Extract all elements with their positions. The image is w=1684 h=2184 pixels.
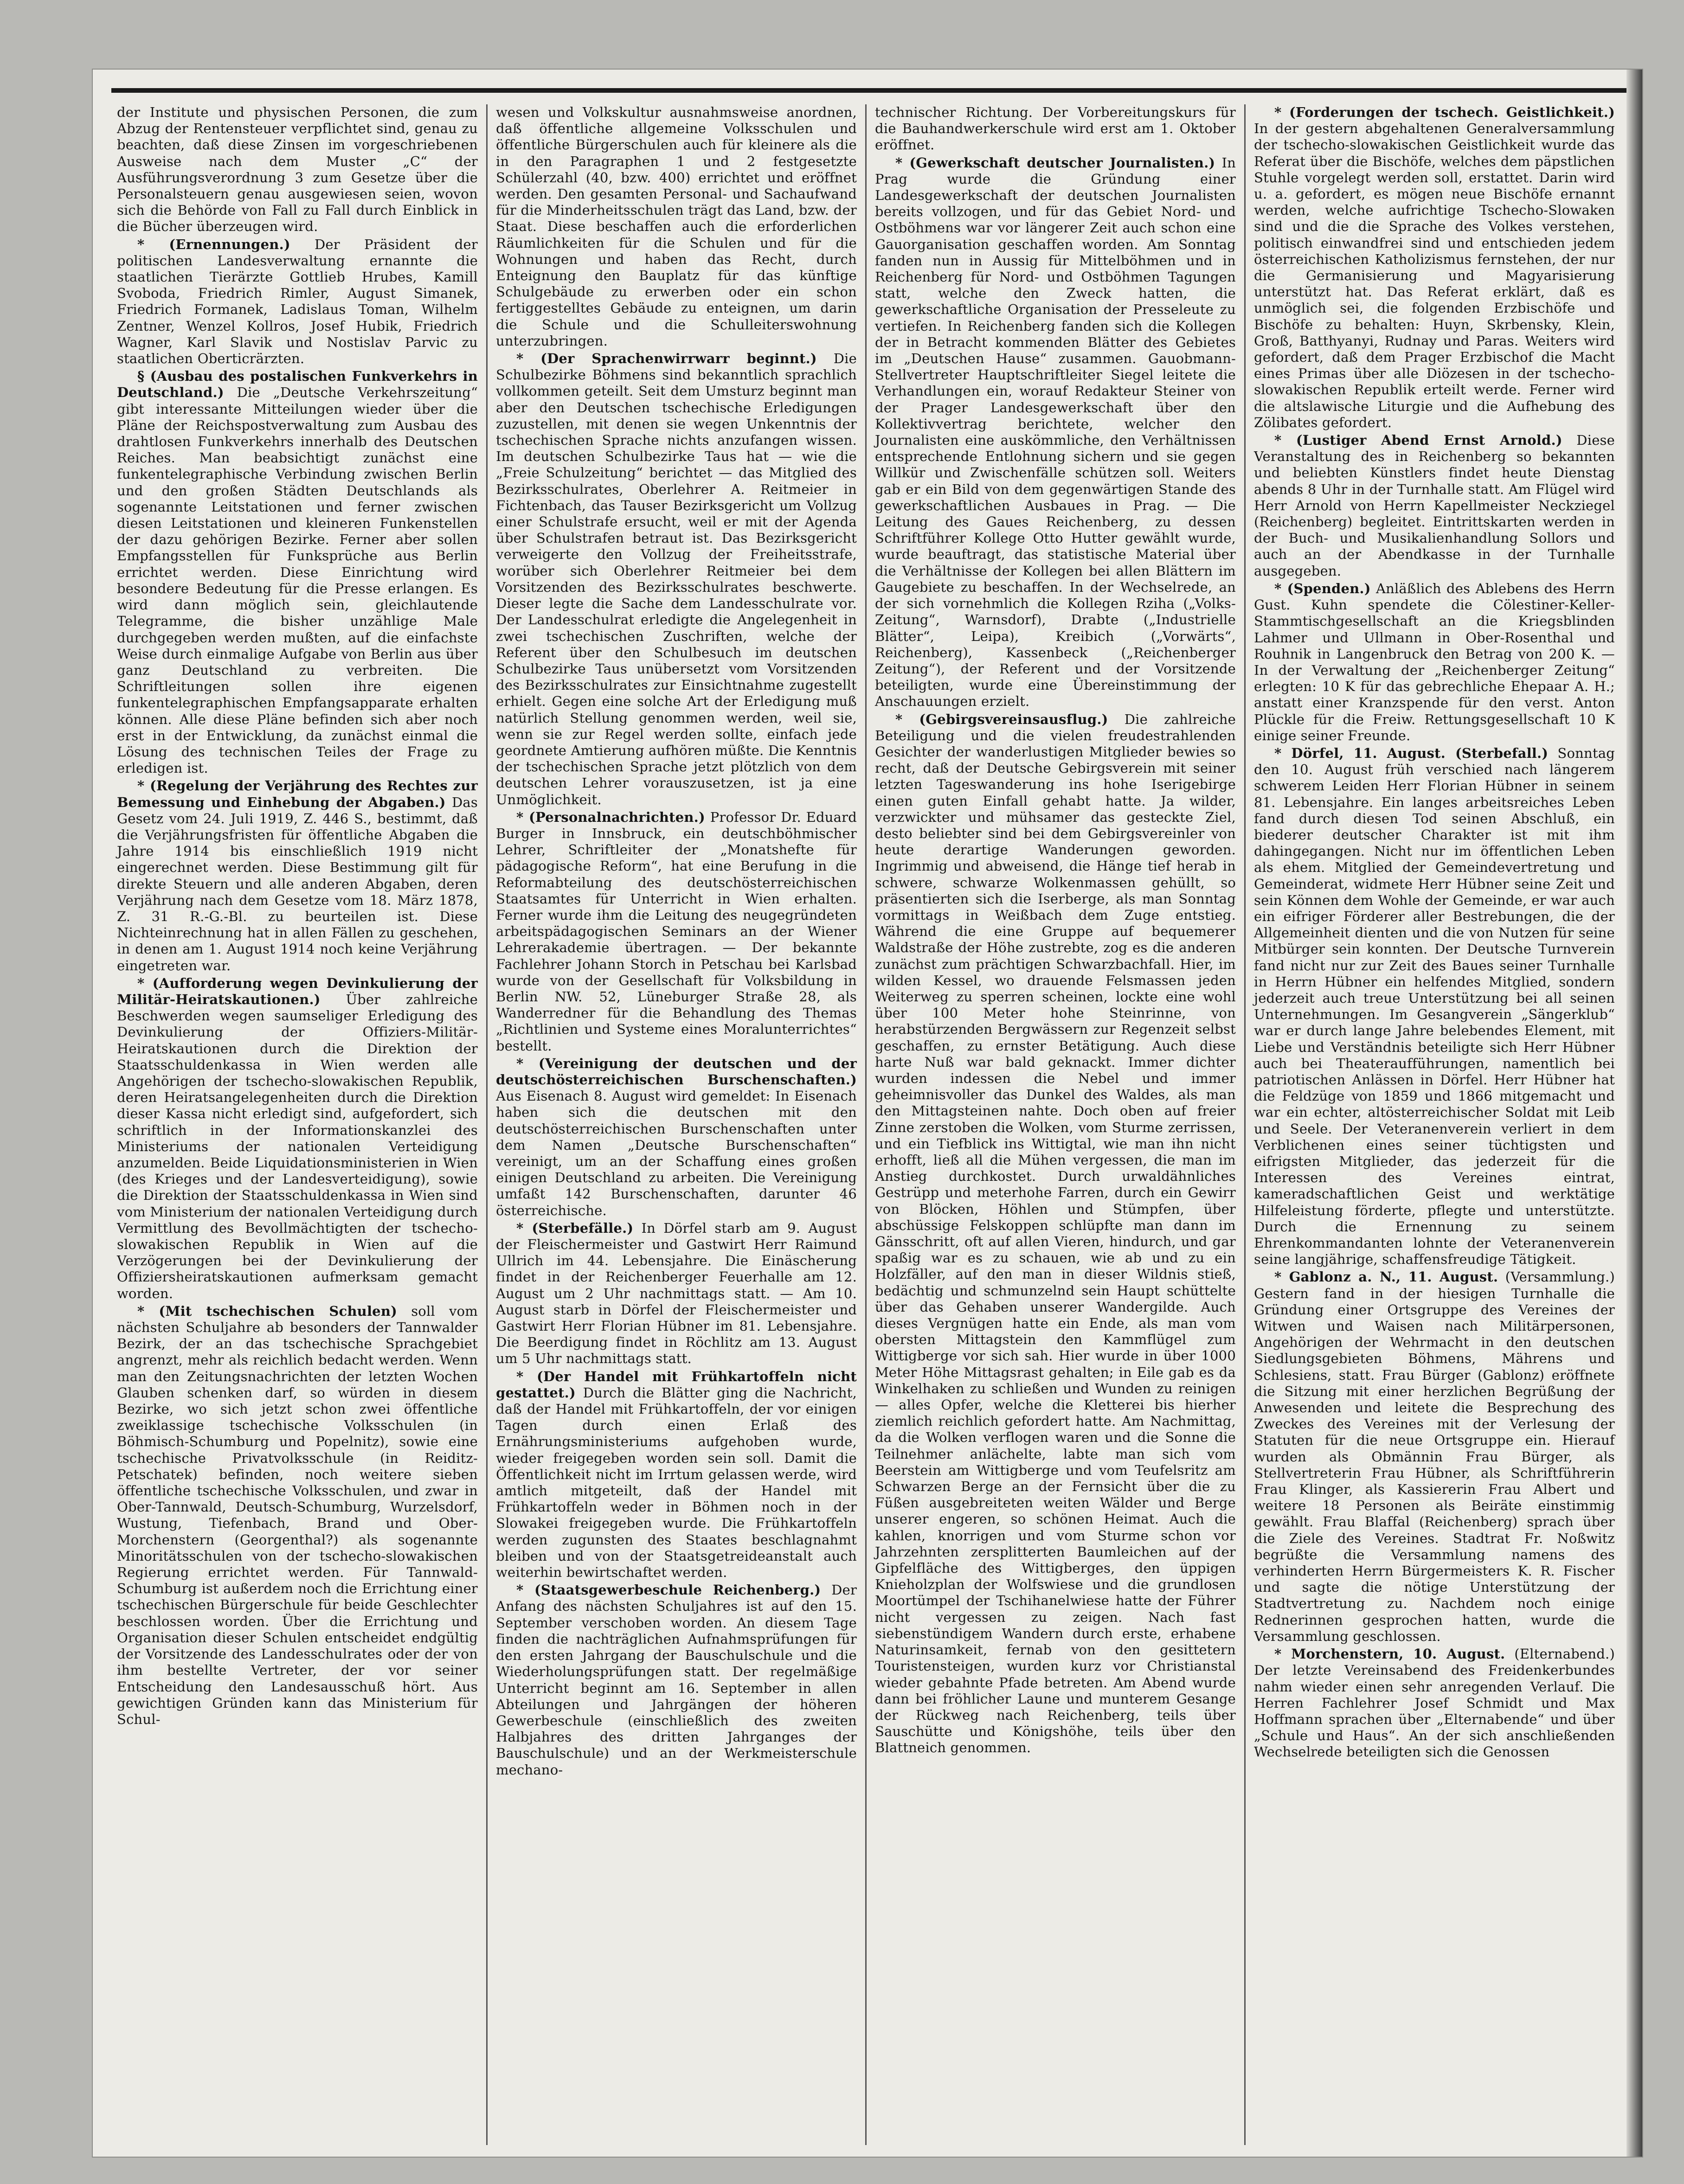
column-divider [486, 104, 488, 2145]
article-text: Der Präsident der politischen Landesverwaltung ernannte die staatlichen Tierärzte Gottlieb Hrubes, Kamill Svoboda, Friedrich Rimler, August Simanek, Friedrich Formanek, Ladislaus Toman, Wilhelm Zentner, Wenzel Kollros, Josef Hubik, Friedrich Wagner, Karl Slavik und Nostislav Parvic zu staatlichen Oberticrärzten. [117, 236, 478, 367]
article-heading: * (Mit tschechischen Schulen) [137, 1303, 398, 1319]
article-text: In Prag wurde die Gründung einer Landesgewerkschaft der deutschen Journalisten bereits vollzogen, und für das Gebiet Nord- und Ostböhmens war vor längerer Zeit auch schon eine Gauorganisation geschaffen worden. Am Sonntag fanden nun in Aussig für Mittelböhmen und in Reichenberg für Nord- und Ostböhmen Tagungen statt, welche den Zweck hatten, die gewerkschaftliche Organisation der Presseleute zu vertiefen. In Reichenberg fanden sich die Kollegen der in Betracht kommenden Blätter des Gebietes im „Deutschen Hause“ zusammen. Gauobmann-Stellvertreter Hauptschriftleiter Siegel leitete die Verhandlungen ein, worauf Redakteur Steiner von der Prager Landesgewerkschaft über den Kollektivvertrag berichtete, welcher den Journalisten eine auskömmliche, den Verhältnissen entsprechende Entlohnung sichern und sie gegen Willkür und Zwischenfälle schützen soll. Weiters gab er ein Bild von dem gegenwärtigen Stande des gewerkschaftlichen Ausbaues in Prag. — Die Leitung des Gaues Reichenberg, zu dessen Schriftführer Kollege Otto Hutter gewählt wurde, wurde beauftragt, das statistische Material über die Verhältnisse der Kollegen bei allen Blättern im Gaugebiete zu beschaffen. In der Wechselrede, an der sich vornehmlich die Kollegen Rziha („Volks-Zeitung“, Warnsdorf), Drabte („Industrielle Blätter“, Leipa), Kreibich („Vorwärts“, Reichenberg), Kassenbeck („Reichenberger Zeitung“), der Referent und der Vorsitzende beteiligten, wurde eine Übereinstimmung der Anschauungen erzielt. [875, 154, 1236, 710]
text-columns [111, 104, 1628, 2145]
article-text: Aus Eisenach 8. August wird gemeldet: In Eisenach haben sich die deutschen mit den deutschösterreichischen Burschenschaften unter dem Namen „Deutsche Burschenschaften“ vereinigt, um an der Schaffung eines großen einigen Deutschland zu arbeiten. Die Vereinigung umfaßt 142 Burschenschaften, darunter 46 österreichische. [496, 1088, 857, 1218]
article-text: Sonntag den 10. August früh verschied nach längerem schwerem Leiden Herr Florian Hübner in seinem 81. Lebensjahre. Ein langes arbeitsreiches Leben fand durch diesen Tod seinen Abschluß, ein biederer deutscher Charakter ist mit ihm dahingegangen. Nicht nur im öffentlichen Leben als ehem. Mitglied der Gemeindevertretung und Gemeinderat, widmete Herr Hübner seine Zeit und sein Können dem Wohle der Gemeinde, er war auch ein eifriger Förderer aller Bestrebungen, die der Allgemeinheit dienten und die von Nutzen für seine Mitbürger sein konnten. Der Deutsche Turnverein fand nicht nur zur Zeit des Baues seiner Turnhalle in Herrn Hübner ein helfendes Mitglied, sondern jederzeit auch treue Unterstützung bei all seinen Unternehmungen. Im Gesangverein „Sängerklub“ war er durch lange Jahre belebendes Element, mit Liebe und Verständnis beteiligte sich Herr Hübner auch bei Theateraufführungen, namentlich bei patriotischen Anlässen in Dörfel. Herr Hübner hat die Feldzüge von 1859 und 1866 mitgemacht und war ein echter, altösterreichischer Soldat mit Leib und Seele. Der Veteranenverein verliert in dem Verblichenen eines seiner tüchtigsten und eifrigsten Mitglieder, das jederzeit für die Interessen des Vereines eintrat, kameradschaftlichen Geist und werktätige Hilfeleistung förderte, pflegte und unterstützte. Durch die Ernennung zu seinem Ehrenkommandanten lohnte der Veteranenverein seine langjährige, schaffensfreudige Tätigkeit. [1254, 745, 1615, 1268]
column-4 [1248, 104, 1620, 2145]
article-text: Die „Deutsche Verkehrszeitung“ gibt interessante Mitteilungen wieder über die Pläne der Reichspostverwaltung zum Ausbau des drahtlosen Funkverkehrs innerhalb des Deutschen Reiches. Man beabsichtigt zunächst eine funkentelegraphische Verbindung zwischen Berlin und den großen Städten Deutschlands als sogenannte Leitstationen und ferner zwischen diesen Leitstationen und kleineren Funkenstellen der dazu gehörigen Bezirke. Ferner aber sollen Empfangsstellen für Funksprüche aus Berlin errichtet werden. Diese Einrichtung wird besondere Bedeutung für die Presse erlangen. Es wird dann möglich sein, gleichlautende Telegramme, die bisher unzählige Male durchgegeben werden mußten, auf die einfachste Weise durch einmalige Aufgabe von Berlin aus über ganz Deutschland zu verbreiten. Die Schriftleitungen sollen ihre eigenen funkentelegraphischen Empfangsapparate erhalten können. Alle diese Pläne befinden sich aber noch erst in der Entwicklung, da zunächst einmal die Lösung des technischen Teiles der Frage zu erledigen ist. [117, 384, 478, 776]
article-text: Professor Dr. Eduard Burger in Innsbruck, ein deutschböhmischer Lehrer, Schriftleiter der „Monatshefte für pädagogische Reform“, hat eine Berufung in die Reformabteilung des deutschösterreichischen Staatsamtes für Unterricht in Wien erhalten. Ferner wurde ihm die Leitung des neugegründeten arbeitspädagogischen Seminars an der Wiener Lehrerakademie übertragen. — Der bekannte Fachlehrer Johann Storch in Petschau bei Karlsbad wurde von der Gesellschaft für Volksbildung in Berlin NW. 52, Lüneburger Straße 28, als Wanderredner für die Behandlung des Themas „Richtlinien und Systeme eines Moralunterrichtes“ bestellt. [496, 809, 857, 1054]
article-paragraph [117, 778, 478, 974]
article-heading: * (Personalnachrichten.) [516, 809, 705, 825]
article-text: Über zahlreiche Beschwerden wegen saumseliger Erledigung des Devinkulierung der Offiziers-Militär-Heiratskautionen durch die Direktion der Staatsschuldenkassa in Wien werden alle Angehörigen der tschecho-slowakischen Republik, deren Heiratsangelegenheiten durch die Direktion dieser Kassa nicht erledigt sind, aufgefordert, sich schriftlich in der Informationskanzlei des Ministeriums der nationalen Verteidigung anzumelden. Beide Liquidationsministerien in Wien (des Krieges und der Landesverteidigung), sowie die Direktion der Staatsschuldenkassa in Wien sind vom Ministerium der nationalen Verteidigung durch Vermittlung des Bevollmächtigten der tschecho-slowakischen Republik in Wien auf die Verzögerungen bei der Devinkulierung der Offiziersheiratskautionen aufmerksam gemacht worden. [117, 991, 478, 1301]
article-text: Durch die Blätter ging die Nachricht, daß der Handel mit Frühkartoffeln, der vor einigen Tagen durch einen Erlaß des Ernährungsministeriums aufgehoben wurde, wieder freigegeben worden sein soll. Damit die Öffentlichkeit nicht im Irrtum gelassen werde, wird amtlich mitgeteilt, daß der Handel mit Frühkartoffeln weder in Böhmen noch in der Slowakei freigegeben wurde. Die Frühkartoffeln werden zugunsten des Staates beschlagnahmt bleiben und von der Staatsgetreideanstalt auch weiterhin bewirtschaftet werden. [496, 1384, 857, 1581]
article-paragraph [496, 809, 857, 1054]
article-paragraph [117, 1303, 478, 1728]
article-text: Die Schulbezirke Böhmens sind bekanntlich sprachlich vollkommen geteilt. Seit dem Umsturz beginnt man aber den Deutschen tschechische Erledigungen zuzustellen, mit denen sie wegen Unkenntnis der tschechischen Sprache nichts anzufangen wissen. Im deutschen Schulbezirke Taus hat — wie die „Freie Schulzeitung“ berichtet — das Mitglied des Bezirksschulrates, Oberlehrer A. Reitmeier in Fichtenbach, das Tauser Bezirksgericht um Vollzug einer Schulstrafe ersucht, weil er mit der Agenda über Schulstrafen betraut ist. Das Bezirksgericht verweigerte den Vollzug der Freiheitsstrafe, worüber sich Oberlehrer Reitmeier bei dem Vorsitzenden des Bezirksschulrates beschwerte. Dieser legte die Sache dem Landesschulrate vor. Der Landesschulrat erledigte die Angelegenheit in zwei tschechischen Zuschriften, welche der Referent über den Schulbesuch im deutschen Schulbezirke Taus unübersetzt vom Vorsitzenden des Bezirksschulrates zur Einsichtnahme zugestellt erhielt. Gegen eine solche Art der Erledigung muß natürlich Stellung genommen werden, weil sie, wenn sie zur Regel werden sollte, einfach jede geordnete Amtierung aufhören müßte. Die Kenntnis der tschechischen Sprache jetzt plötzlich von dem deutschen Lehrer vorauszusetzen, ist ja eine Unmöglichkeit. [496, 351, 857, 807]
article-paragraph [117, 368, 478, 776]
article-heading: * (Sterbefälle.) [516, 1220, 634, 1236]
article-heading: * (Regelung der Verjährung des Rechtes zur Bemessung und Einhebung der Abgaben.) [117, 778, 478, 810]
column-1 [111, 104, 483, 2145]
article-heading: * Dörfel, 11. August. (Sterbefall.) [1274, 745, 1549, 761]
column-3 [869, 104, 1241, 2145]
column-2 [490, 104, 862, 2145]
article-heading: * (Gewerkschaft deutscher Journalisten.) [895, 154, 1215, 171]
article-paragraph [496, 1369, 857, 1581]
article-text: wesen und Volkskultur ausnahmsweise anordnen, daß öffentliche allgemeine Volksschulen und öffentliche Bürgerschulen auch für kleinere als die in den Paragraphen 1 und 2 festgesetzte Schülerzahl (40, bzw. 400) errichtet und eröffnet werden. Den gesamten Personal- und Sachaufwand für die Minderheitsschulen trägt das Land, bzw. der Staat. Diese beschaffen auch die erforderlichen Räumlichkeiten für die Schulen und für die Wohnungen und haben das Recht, durch Enteignung den Bauplatz für das künftige Schulgebäude zu erwerben oder ein schon fertiggestelltes Gebäude zu enteignen, um darin die Schule und die Schulleiterswohnung unterzubringen. [496, 104, 857, 349]
article-heading: * Gablonz a. N., 11. August. [1274, 1269, 1498, 1285]
article-paragraph [496, 1582, 857, 1778]
article-heading: * (Staatsgewerbeschule Reichenberg.) [516, 1582, 821, 1598]
article-text: (Elternabend.) Der letzte Vereinsabend des Freidenkerbundes nahm wieder einen sehr anregenden Verlauf. Die Herren Fachlehrer Josef Schmidt und Max Hoffmann sprachen über „Elternabende“ und über „Schule und Haus“. An der sich anschließenden Wechselrede beteiligten sich die Genossen [1254, 1646, 1615, 1760]
article-paragraph [875, 711, 1236, 1756]
article-heading: * (Lustiger Abend Ernst Arnold.) [1274, 432, 1562, 448]
article-paragraph [496, 1220, 857, 1367]
article-paragraph [1254, 745, 1615, 1268]
article-text: In der gestern abgehaltenen Generalversammlung der tschecho-slowakischen Geistlichkeit wurde das Referat über die Bischöfe, welches dem päpstlichen Stuhle vorgelegt werden soll, erstattet. Darin wird u. a. gefordert, es mögen neue Bischöfe ernannt werden, welche aufrichtige Tschecho-Slowaken sind und die die Sprache des Volkes verstehen, politisch einwandfrei sind und entschieden jedem österreichischen Katholizismus fernstehen, der nur die Germanisierung und Magyarisierung unterstützt hat. Das Referat erklärt, daß es unmöglich sei, die folgenden Erzbischöfe und Bischöfe zu behalten: Huyn, Skrbensky, Klein, Groß, Batthyanyi, Rudnay und Paras. Weiters wird gefordert, daß dem Prager Erzbischof die Macht eines Primas über alle Diözesen in der tschecho-slowakischen Republik erteilt werde. Ferner wird die altslawische Liturgie und die Aufhebung des Zölibates gefordert. [1254, 121, 1615, 430]
article-heading: * Morchenstern, 10. August. [1274, 1646, 1505, 1662]
top-rule [111, 88, 1628, 93]
article-paragraph [117, 975, 478, 1302]
column-divider [1244, 104, 1246, 2145]
article-paragraph [496, 1056, 857, 1219]
article-paragraph [875, 155, 1236, 710]
article-text: der Institute und physischen Personen, die zum Abzug der Rentensteuer verpflichtet sind, genau zu beachten, daß diese Zinsen im vorgeschriebenen Ausweise nach dem Muster „C“ der Ausführungsverordnung 3 zum Gesetze über die Personalsteuern genau ausgewiesen seien, wovon sich die Behörde von Fall zu Fall durch Einblick in die Bücher überzeugen wird. [117, 104, 478, 235]
article-text: Der Anfang des nächsten Schuljahres ist auf den 15. September verschoben worden. An diesem Tage finden die nachträglichen Aufnahmsprüfungen für den ersten Jahrgang der Bauschulschule und die Wiederholungsprüfungen statt. Der regelmäßige Unterricht beginnt am 16. September in allen Abteilungen und Jahrgängen der höheren Gewerbeschule (einschließlich des zweiten Halbjahres des dritten Jahrganges der Bauschulschule) und an der Werkmeisterschule mechano- [496, 1582, 857, 1778]
article-paragraph [117, 237, 478, 367]
article-heading: * (Spenden.) [1274, 580, 1371, 596]
article-heading: * (Gebirgsvereinsausflug.) [895, 711, 1108, 727]
article-heading: * (Ernennungen.) [137, 236, 290, 252]
article-paragraph [1254, 1646, 1615, 1760]
article-paragraph [1254, 1269, 1615, 1645]
article-text: technischer Richtung. Der Vorbereitungskurs für die Bauhandwerkerschule wird erst am 1. Oktober eröffnet. [875, 104, 1236, 153]
article-paragraph [1254, 581, 1615, 744]
newspaper-page [93, 70, 1642, 2157]
article-text: In Dörfel starb am 9. August der Fleischermeister und Gastwirt Herr Raimund Ullrich im 44. Lebensjahre. Die Einäscherung findet in der Reichenberger Feuerhalle am 12. August um 2 Uhr nachmittags statt. — Am 10. August starb in Dörfel der Fleischermeister und Gastwirt Herr Florian Hübner im 81. Lebensjahre. Die Beerdigung findet in Röchlitz am 13. August um 5 Uhr nachmittags statt. [496, 1220, 857, 1367]
article-text: soll vom nächsten Schuljahre ab besonders der Tannwalder Bezirk, der an das tschechische Sprachgebiet angrenzt, mehr als reichlich bedacht werden. Wenn man den Zeitungsnachrichten der letzten Wochen Glauben schenken darf, so würden in diesem Bezirke, wo sich jetzt schon zwei öffentliche zweiklassige tschechische Volksschulen (in Böhmisch-Schumburg und Popelnitz), sowie eine tschechische Privatvolksschule (in Reiditz-Petschatek) befinden, noch weitere sieben öffentliche tschechische Volksschulen, und zwar in Ober-Tannwald, Deutsch-Schumburg, Wurzelsdorf, Wustung, Tiefenbach, Brand und Ober-Morchenstern (Georgenthal?) als sogenannte Minoritätsschulen von der tschecho-slowakischen Regierung errichtet werden. Für Tannwald-Schumburg ist außerdem noch die Errichtung einer tschechischen Bürgerschule für beide Geschlechter beschlossen worden. Über die Errichtung und Organisation dieser Schulen entscheidet endgültig der Vorsitzende des Landesschulrates oder der von ihm bestellte Vertreter, der vor seiner Entscheidung den Landesausschuß hört. Aus gewichtigen Gründen kann das Ministerium für Schul- [117, 1303, 478, 1727]
article-heading: * (Der Sprachenwirrwarr beginnt.) [516, 351, 817, 367]
article-heading: * (Forderungen der tschech. Geistlichkeit.) [1274, 104, 1615, 120]
article-heading: * (Vereinigung der deutschen und der deutschösterreichischen Burschenschaften.) [496, 1055, 857, 1088]
article-text: Anläßlich des Ablebens des Herrn Gust. Kuhn spendete die Cölestiner-Keller-Stammtischgesellschaft an die Kriegsblinden Lahmer und Ullmann in Ober-Rosenthal und Rouhnik in Langenbruck den Betrag von 200 K. — In der Verwaltung der „Reichenberger Zeitung“ erlegten: 10 K für das gebrechliche Ehepaar A. H.; anstatt einer Kranzspende für den verst. Anton Plückle für die Freiw. Rettungsgesellschaft 10 K einige seiner Freunde. [1254, 580, 1615, 743]
article-heading: § (Ausbau des postalischen Funkverkehrs in Deutschland.) [117, 368, 478, 401]
article-paragraph [496, 104, 857, 349]
column-divider [865, 104, 867, 2145]
article-text: Diese Veranstaltung des in Reichenberg so bekannten und beliebten Künstlers findet heute Dienstag abends 8 Uhr in der Turnhalle statt. Am Flügel wird Herr Arnold von Herrn Kapellmeister Neckziegel (Reichenberg) begleitet. Eintrittskarten werden in der Buch- und Musikalienhandlung Sollors und auch an der Abendkasse in der Turnhalle ausgegeben. [1254, 432, 1615, 579]
article-text: (Versammlung.) Gestern fand in der hiesigen Turnhalle die Gründung einer Ortsgruppe des Vereines der Witwen und Waisen nach Militärpersonen, Angehörigen der Wehrmacht in den deutschen Siedlungsgebieten Böhmens, Mährens und Schlesiens, statt. Frau Bürger (Gablonz) eröffnete die Sitzung mit einer herzlichen Begrüßung der Anwesenden und leitete die Besprechung des Zweckes des Vereines mit der Verlesung der Statuten für die neue Ortsgruppe ein. Hierauf wurden als Obmännin Frau Bürger, als Stellvertreterin Frau Hübner, als Schriftführerin Frau Klinger, als Kassiererin Frau Albert und weitere 18 Personen als Beiräte einstimmig gewählt. Frau Blaffal (Reichenberg) sprach über die Ziele des Vereines. Stadtrat Fr. Noßwitz begrüßte die Versammlung namens des verhinderten Herrn Bürgermeisters K. R. Fischer und sagte die nötige Unterstützung der Stadtvertretung zu. Nachdem noch einige Rednerinnen gesprochen hatten, wurde die Versammlung geschlossen. [1254, 1269, 1615, 1644]
article-paragraph [1254, 104, 1615, 431]
article-paragraph [117, 104, 478, 235]
article-paragraph [496, 351, 857, 808]
page-edge-shadow [1626, 70, 1642, 2157]
article-paragraph [1254, 432, 1615, 579]
article-text: Die zahlreiche Beteiligung und die vielen freudestrahlenden Gesichter der wanderlustigen Mitglieder bewies so recht, daß der Deutsche Gebirgsverein mit seiner letzten Tageswanderung ins hohe Iserigebirge einen guten Einfall gehabt hatte. Ja wilder, verzwickter und mühsamer das gesteckte Ziel, desto beliebter sind bei dem Gebirgsvereinler von heute derartige Wanderungen geworden. Ingrimmig und abweisend, die Hänge tief herab in schwere, schwarze Wolkenmassen gehüllt, so präsentierten sich die Iserberge, als man Sonntag vormittags in Weißbach dem Zuge entstieg. Während die eine Gruppe auf bequemerer Waldstraße der Höhe zustrebte, zog es die anderen zunächst zum prächtigen Schwarzbachfall. Hier, im wilden Kessel, wo drauende Felsmassen jeden Weiterweg zu sperren scheinen, lockte eine wohl über 100 Meter hohe Steinrinne, von herabstürzenden Bergwässern zur Regenzeit selbst geschaffen, zu ernster Betätigung. Auch diese harte Nuß war bald geknackt. Immer dichter wurden indessen die Nebel und immer geheimnisvoller das Dunkel des Waldes, als man den Mittagsteinen nahte. Doch oben auf freier Zinne zerstoben die Wolken, vom Sturme zerrissen, und ein Tiefblick ins Wittigtal, wie man ihn nicht erhofft, ließ all die Mühen vergessen, die man im Anstieg durchkostet. Durch urwaldähnliches Gestrüpp und meterhohe Farren, durch ein Gewirr von Blöcken, Höhlen und Stümpfen, über abschüssige Felskoppen schlüpfte man dann im Gänsschritt, oft auf allen Vieren, hindurch, und gar spaßig war es zu schauen, wie ab und zu ein Holzfäller, auf den man in dieser Wildnis stieß, bedächtig und schmunzelnd sein Haupt schüttelte über das Gehaben unserer Wandergilde. Auch dieses Vergnügen hatte ein Ende, als man vom obersten Mittagstein den Kammflügel zum Wittigberge vor sich sah. Hier wurde in über 1000 Meter Höhe Mittagsrast gehalten; in Eile gab es da Winkelhaken zu schließen und Wunden zu reinigen — alles Opfer, welche die Kletterei bis hierher ziemlich reichlich gefordert hatte. Am Nachmittag, da die Wolken verflogen waren und die Sonne die Teilnehmer anlächelte, labte man sich vom Beerstein am Wittigberge und vom Teufelsritz am Schwarzen Berge an der Fernsicht über die zu Füßen ausgebreiteten weiten Wälder und Berge unserer engeren, so schönen Heimat. Auch die kahlen, knorrigen und vom Sturme schon vor Jahrzehnten zersplitterten Baumleichen auf der Gipfelfläche des Wittigberges, den üppigen Knieholzplan der Wolfswiese und die grundlosen Moortümpel der Tschihanelwiese hatte der Führer nicht vergessen zu zeigen. Nach fast siebenstündigem Wandern durch erste, erhabene Naturinsamkeit, fernab von den gesittetern Touristensteigen, wurden kurz vor Christianstal wieder gebahnte Pfade betreten. Am Abend wurde dann bei fröhlicher Laune und munterem Gesange der Rückweg nach Reichenberg, teils über Sauschütte und Königshöhe, teils über den Blattneich genommen. [875, 711, 1236, 1756]
article-heading: * (Der Handel mit Frühkartoffeln nicht gestattet.) [496, 1368, 857, 1401]
article-paragraph [875, 104, 1236, 154]
article-text: Das Gesetz vom 24. Juli 1919, Z. 446 S., bestimmt, daß die Verjährungsfristen für öffentliche Abgaben die Jahre 1914 bis einschließlich 1919 nicht eingerechnet werden. Diese Bestimmung gilt für direkte Steuern und alle anderen Abgaben, deren Verjährung nach dem Gesetze vom 18. März 1878, Z. 31 R.-G.-Bl. zu beurteilen ist. Diese Nichteinrechnung hat in allen Fällen zu geschehen, in denen am 1. August 1914 noch keine Verjährung eingetreten war. [117, 794, 478, 974]
article-heading: * (Aufforderung wegen Devinkulierung der Militär-Heiratskautionen.) [117, 975, 478, 1007]
